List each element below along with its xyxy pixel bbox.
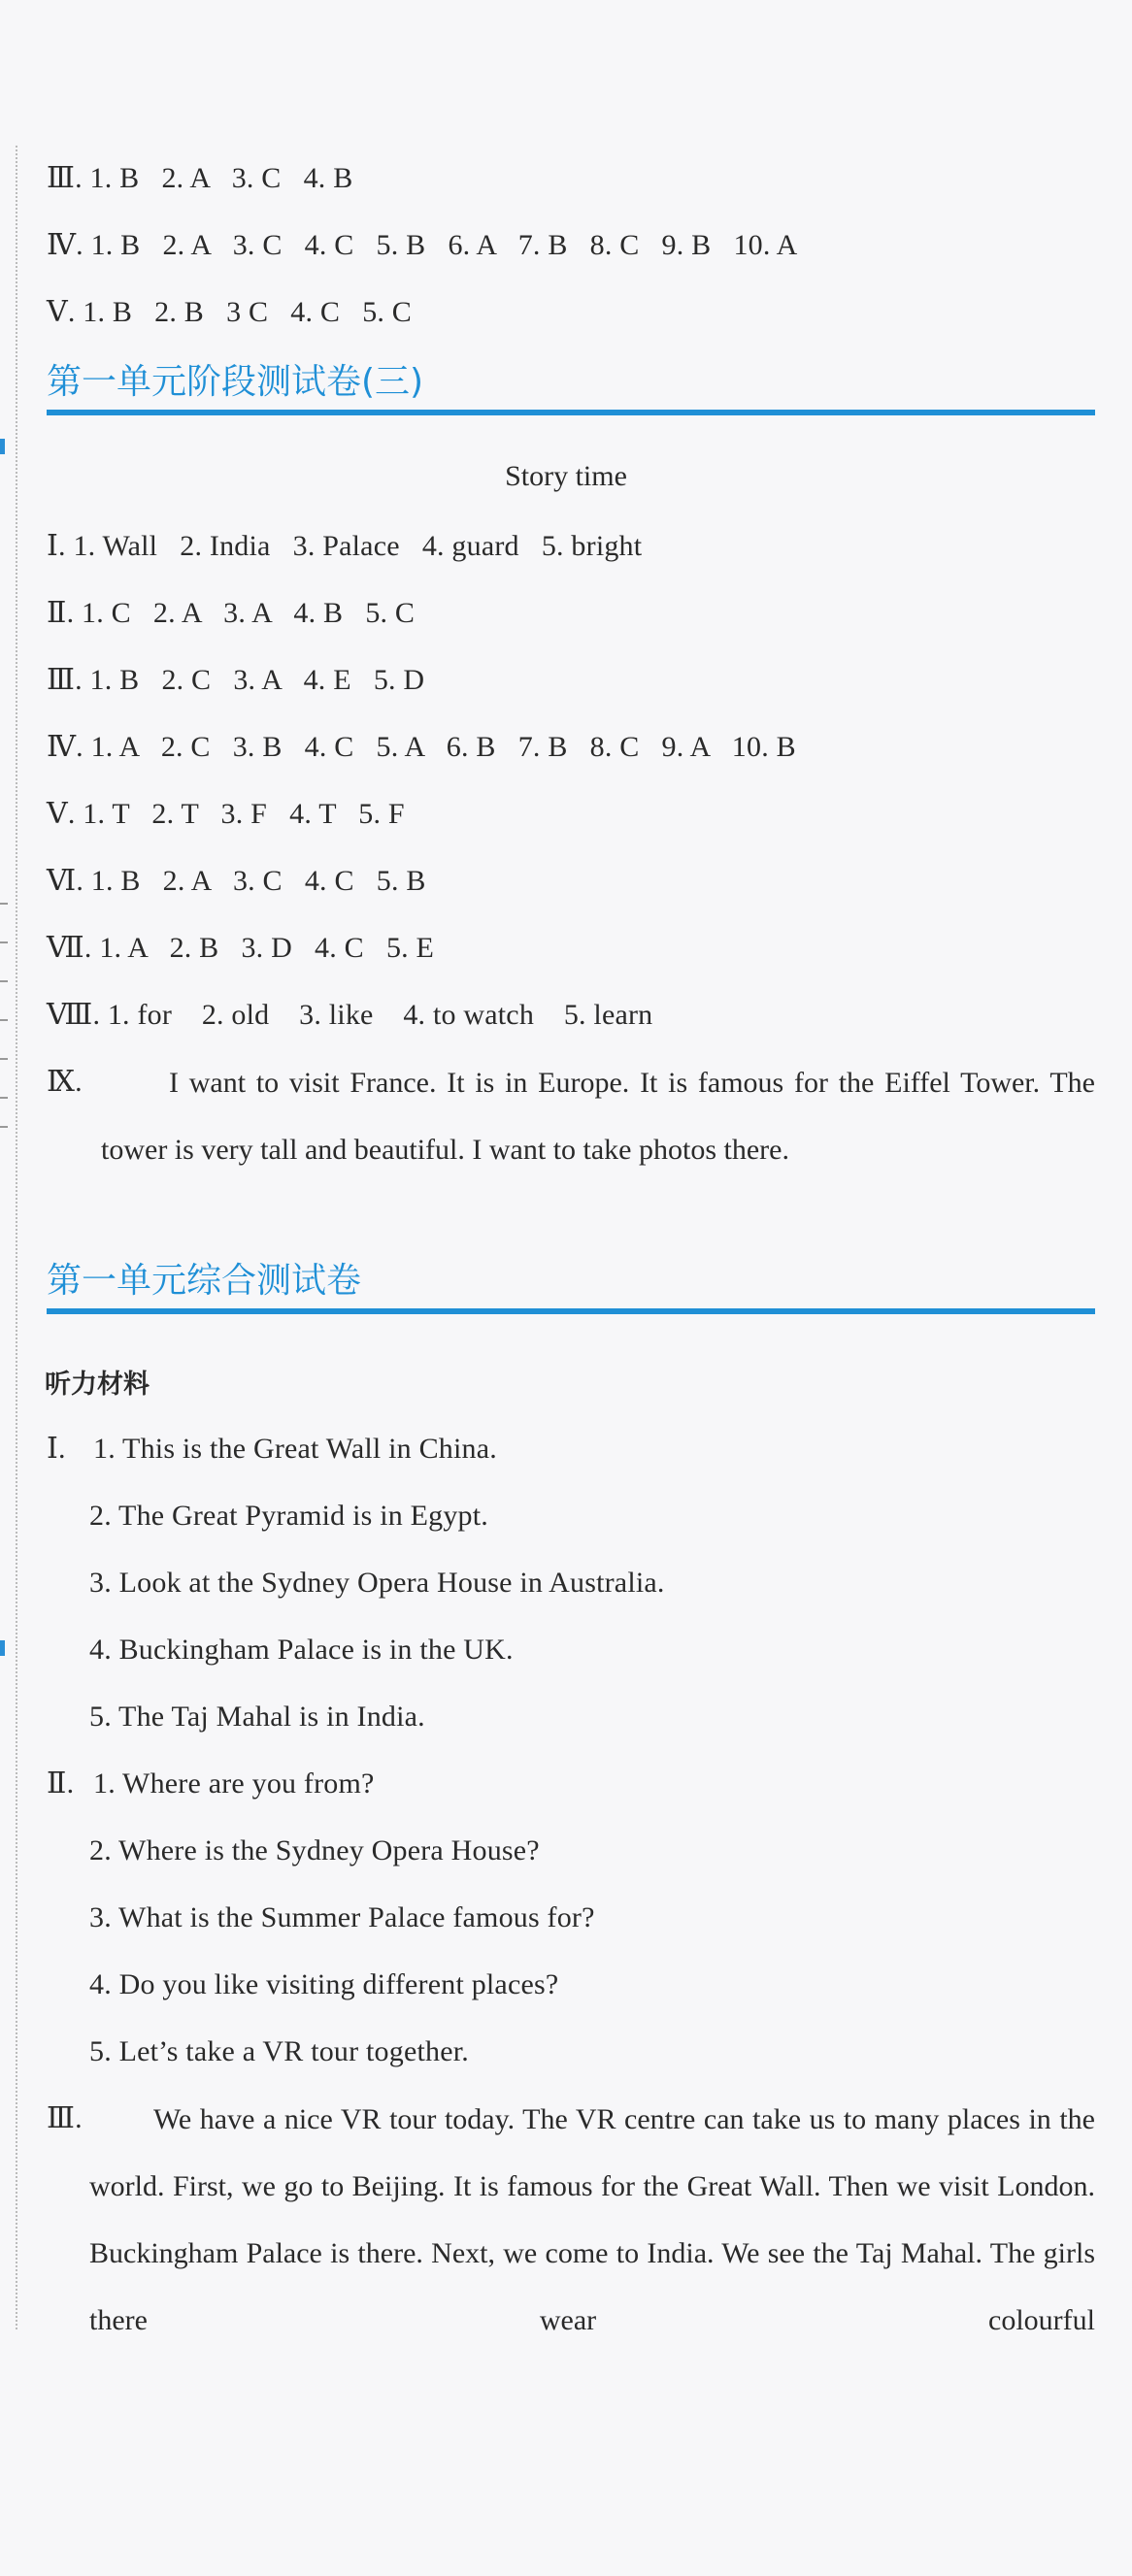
answer-line: Ⅷ. 1. for 2. old 3. like 4. to watch 5. learn [47, 999, 653, 1031]
list-item: 4. Do you like visiting different places? [89, 1968, 559, 2000]
list-item: 1. Where are you from? [93, 1767, 375, 1800]
list-item: 5. Let’s take a VR tour together. [89, 2035, 469, 2067]
answer-line: Ⅳ. 1. A 2. C 3. B 4. C 5. A 6. B 7. B 8. C 9. A 10. B [47, 731, 796, 763]
part-label: Ⅱ. [47, 1767, 75, 1800]
answer-line: Ⅲ. 1. B 2. C 3. A 4. E 5. D [47, 664, 425, 696]
margin-dash [0, 1019, 8, 1021]
answer-line: Ⅵ. 1. B 2. A 3. C 4. C 5. B [47, 865, 426, 897]
part-label: Ⅰ. [47, 1433, 66, 1465]
listening-label: 听力材料 [45, 1370, 150, 1400]
section-heading: 第一单元综合测试卷 [47, 1258, 1095, 1314]
answer-line: Ⅴ. 1. T 2. T 3. F 4. T 5. F [47, 798, 405, 830]
answer-line: Ⅰ. 1. Wall 2. India 3. Palace 4. guard 5. bright [47, 530, 643, 562]
margin-dash [0, 980, 8, 982]
list-item: 2. The Great Pyramid is in Egypt. [89, 1500, 488, 1532]
answer-line: Ⅱ. 1. C 2. A 3. A 4. B 5. C [47, 597, 416, 629]
part-label: Ⅲ. [47, 2102, 83, 2134]
answer-line: Ⅳ. 1. B 2. A 3. C 4. C 5. B 6. A 7. B 8. C 9. B 10. A [47, 229, 798, 261]
essay-label: Ⅸ. [47, 1066, 83, 1098]
answer-line: Ⅴ. 1. B 2. B 3 C 4. C 5. C [47, 296, 413, 328]
margin-dash [0, 903, 8, 905]
margin-mark [0, 1640, 5, 1656]
margin-dash [0, 1126, 8, 1128]
answer-line: Ⅲ. 1. B 2. A 3. C 4. B [47, 162, 353, 194]
margin-dash [0, 941, 8, 943]
margin-mark [0, 439, 5, 454]
essay-text: I want to visit France. It is in Europe. It is famous for the Eiffel Tower. The tower is very tall and beautiful. I want to take photos there. [101, 1067, 1095, 1166]
margin-dash [0, 1097, 8, 1099]
list-item: 4. Buckingham Palace is in the UK. [89, 1634, 514, 1666]
listening-text: We have a nice VR tour today. The VR centre can take us to many places in the world. First, we go to Beijing. It is famous for the Great Wall. Then we visit London. Buckingham Palace is there. Next, we come to India. We see the Taj Mahal. The girls there wear colourful [89, 2103, 1095, 2336]
list-item: 2. Where is the Sydney Opera House? [89, 1834, 540, 1866]
list-item: 3. What is the Summer Palace famous for? [89, 1901, 595, 1933]
list-item: 5. The Taj Mahal is in India. [89, 1701, 425, 1733]
list-item: 3. Look at the Sydney Opera House in Australia. [89, 1567, 665, 1599]
list-item: 1. This is the Great Wall in China. [93, 1433, 497, 1465]
story-title: Story time [505, 460, 627, 492]
section-heading: 第一单元阶段测试卷(三) [47, 359, 1095, 415]
answer-line: Ⅶ. 1. A 2. B 3. D 4. C 5. E [47, 932, 435, 964]
margin-dash [0, 1058, 8, 1060]
